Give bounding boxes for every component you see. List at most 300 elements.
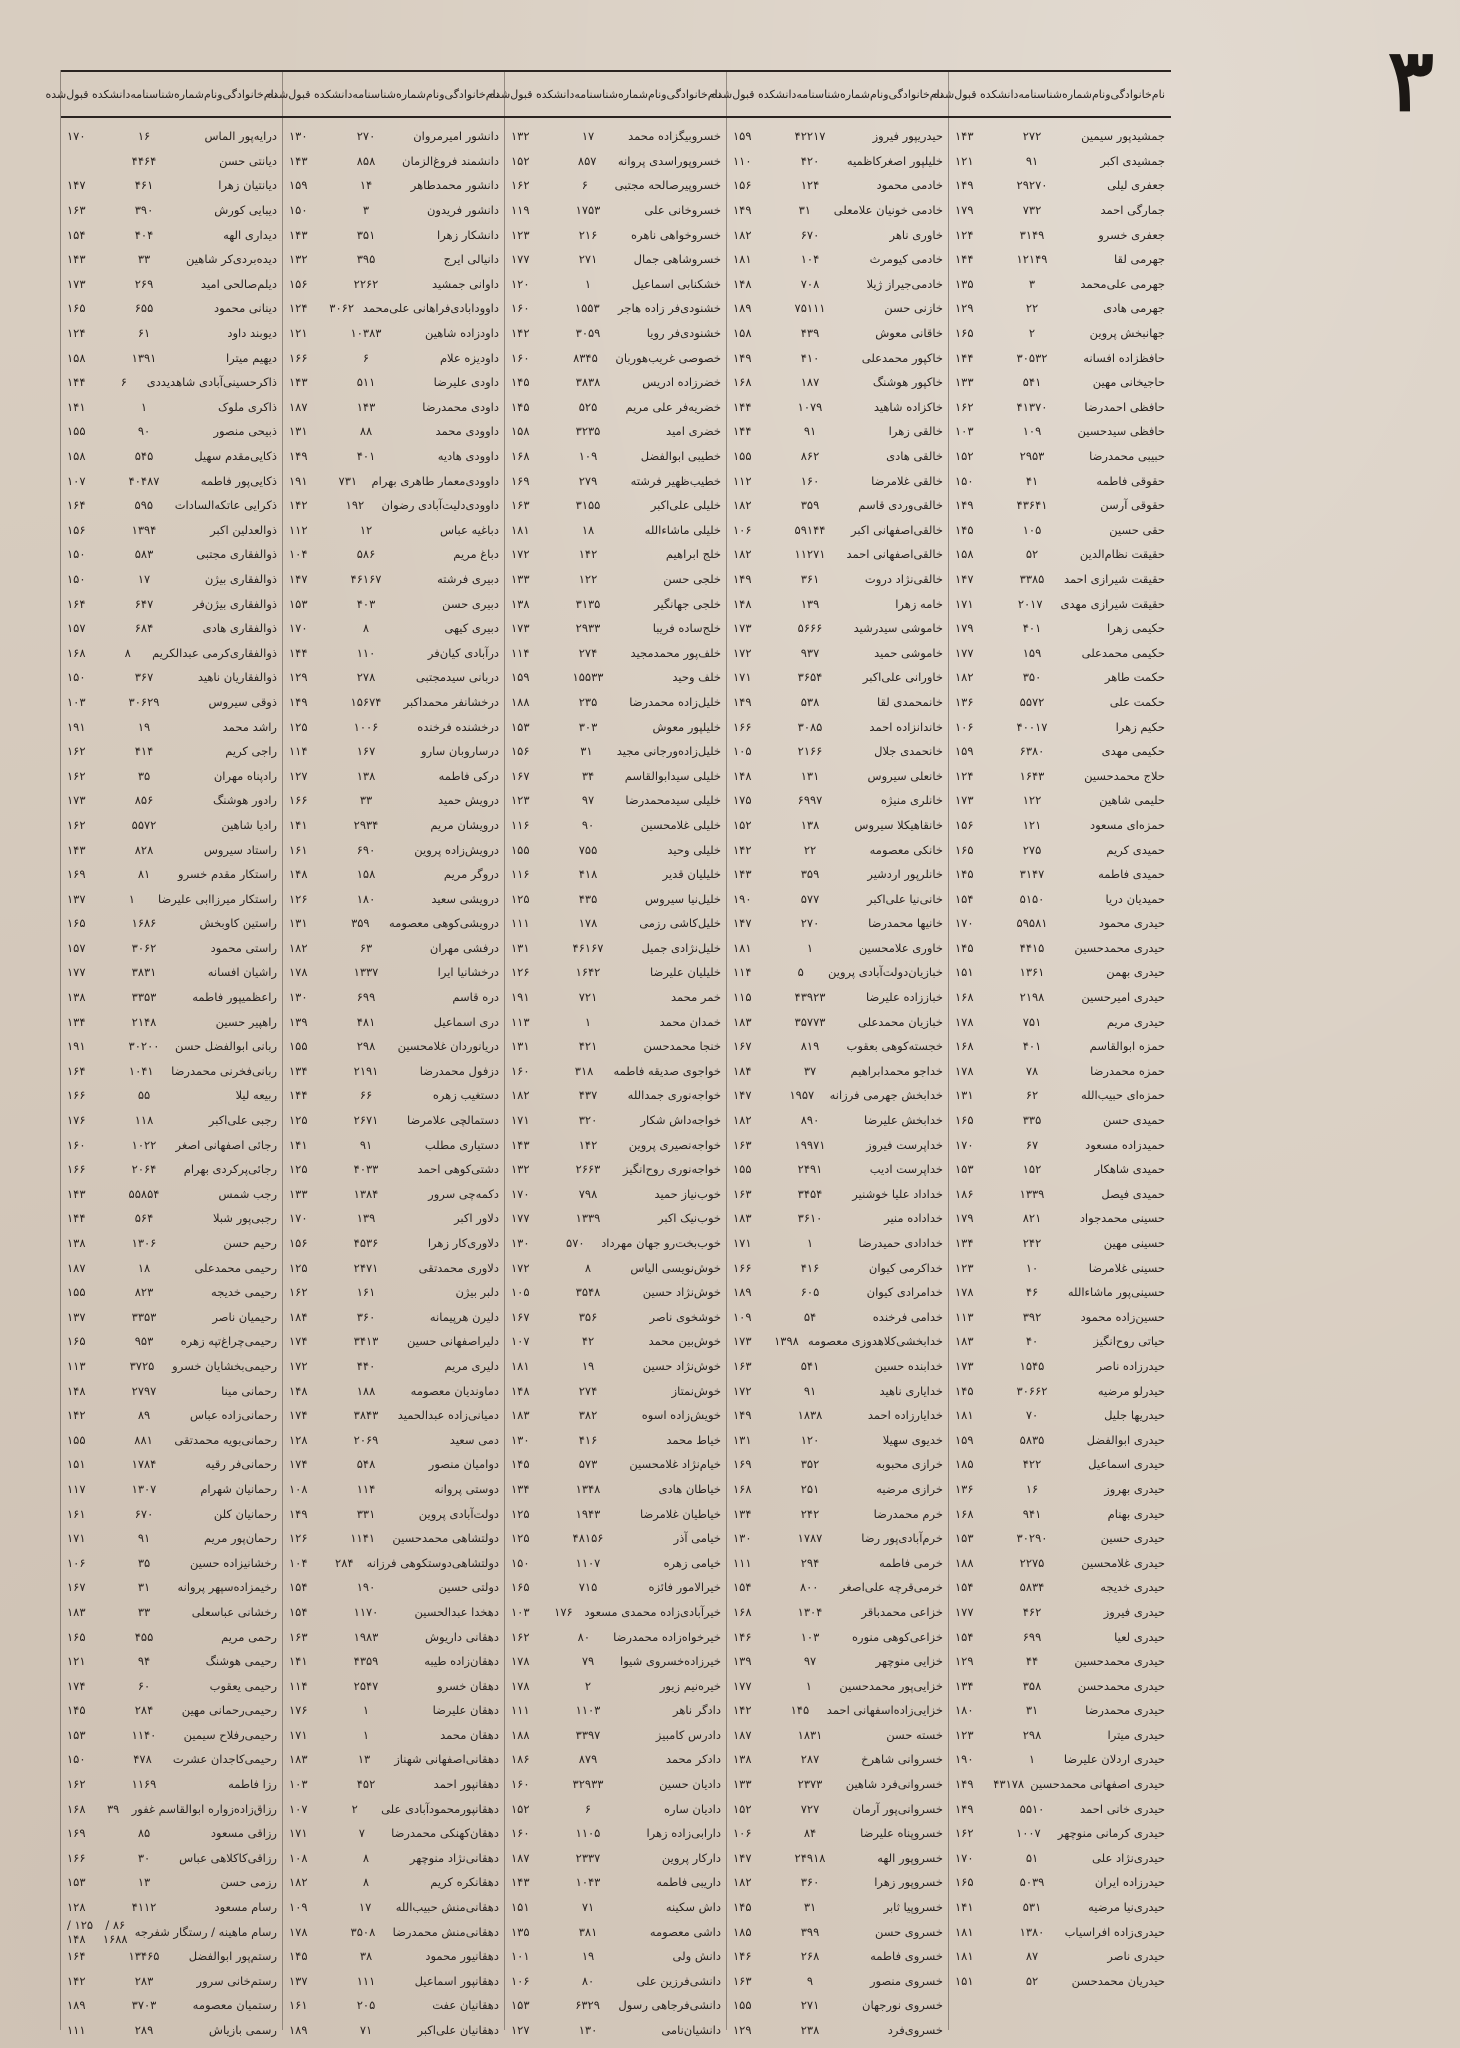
list-item xyxy=(949,321,1171,346)
id-number: ۲۷۱ xyxy=(800,1998,820,2013)
person-name: دلیراصفهانی حسین xyxy=(406,1334,499,1349)
faculty-code: ۱۶۶ xyxy=(733,1260,752,1275)
faculty-code: ۱۲۶ xyxy=(289,1531,308,1546)
person-name: خدامرادی کیوان xyxy=(866,1285,943,1300)
person-name: حیدری‌نژاد علی xyxy=(1092,1850,1165,1865)
list-item xyxy=(505,1034,727,1059)
faculty-code: ۱۳۶ xyxy=(955,1481,974,1496)
faculty-code: ۱۸۱ xyxy=(511,522,530,537)
list-item xyxy=(727,2018,949,2043)
list-item xyxy=(949,1846,1171,1871)
person-name: دستیاری مطلب xyxy=(424,1137,499,1152)
id-number: ۱۷ xyxy=(358,1900,372,1915)
id-number: ۵۸۳ xyxy=(134,547,154,562)
faculty-code: ۱۳۲ xyxy=(511,129,530,144)
id-number: ۲۹۲۷۰ xyxy=(1016,178,1048,193)
faculty-code: ۱۱۴ xyxy=(511,645,530,660)
person-name: خسروبیگزاده محمد xyxy=(628,129,721,144)
id-number: ۱۷۸ xyxy=(578,916,598,931)
id-number: ۱۴۲ xyxy=(578,547,598,562)
id-number: ۸۱ xyxy=(137,867,151,882)
id-number: ۴۳۹۲۳ xyxy=(794,990,826,1005)
list-item xyxy=(727,616,949,641)
person-name: رادور هوشنگ xyxy=(212,793,277,808)
person-name: خسروانی شاهرخ xyxy=(861,1752,943,1767)
list-item xyxy=(505,1231,727,1256)
person-name: خوش‌بین محمد xyxy=(648,1334,721,1349)
faculty-code: ۱۲۵ xyxy=(289,719,308,734)
person-name: خصوصی غریب‌هوربان xyxy=(615,350,721,365)
list-item xyxy=(505,714,727,739)
person-name: دهخدا عبدالحسین xyxy=(414,1604,499,1619)
person-name: خالقی غلامرضا xyxy=(871,473,943,488)
person-name: حمزه‌ای مسعود xyxy=(1089,817,1165,832)
id-number: ۲ xyxy=(1028,326,1036,341)
person-name: خوش‌نژاد حسین xyxy=(642,1285,721,1300)
person-name: خیرخواه‌زاده محمدرضا xyxy=(613,1629,721,1644)
id-number: ۷۱ xyxy=(581,1900,595,1915)
faculty-code: ۱۶۰ xyxy=(67,1137,86,1152)
id-number: ۵۲۵ xyxy=(578,399,598,414)
id-number: ۷۹ xyxy=(581,1654,595,1669)
person-name: خدیوی سهیلا xyxy=(882,1432,943,1447)
faculty-code: ۱۴۷ xyxy=(733,1850,752,1865)
id-number: ۴۴ xyxy=(1025,1654,1039,1669)
person-name: خلف‌پور محمدمجید xyxy=(630,645,721,660)
faculty-code: ۱۶۸ xyxy=(955,1039,974,1054)
faculty-code: ۱۳۲ xyxy=(289,252,308,267)
list-item xyxy=(61,395,283,420)
list-item xyxy=(61,345,283,370)
list-item xyxy=(505,640,727,665)
person-name: دلاور اکبر xyxy=(454,1211,499,1226)
person-name: خانعلی سیروس xyxy=(867,768,943,783)
id-number: ۵۹۱۴۴ xyxy=(794,522,826,537)
list-item xyxy=(61,1673,283,1698)
list-item xyxy=(727,1452,949,1477)
faculty-code: ۱۶۸ xyxy=(511,449,530,464)
list-item xyxy=(505,837,727,862)
faculty-code: ۱۰۶ xyxy=(733,522,752,537)
person-name: دستغیب زهره xyxy=(432,1088,499,1103)
faculty-code: ۱۴۴ xyxy=(67,375,86,390)
list-item xyxy=(283,1747,505,1772)
list-item xyxy=(505,1427,727,1452)
list-item xyxy=(505,1009,727,1034)
list-item xyxy=(61,222,283,247)
id-number: ۷ xyxy=(358,1826,365,1841)
faculty-code: ۱۷۱ xyxy=(733,1236,752,1251)
id-number: ۶۷ xyxy=(1025,1137,1039,1152)
person-name: رحمی مریم xyxy=(221,1629,277,1644)
list-item xyxy=(61,788,283,813)
person-name: دشتی‌کوهی احمد xyxy=(417,1162,499,1177)
id-number: ۲۲۷۵ xyxy=(1019,1555,1045,1570)
id-number: ۴۳۹ xyxy=(800,326,820,341)
faculty-header: دانشکده قبول‌شده xyxy=(489,87,575,101)
faculty-code: ۱۵۷ xyxy=(67,940,86,955)
faculty-code: ۱۶۲ xyxy=(67,817,86,832)
number-header: شماره‌شناسنامه xyxy=(796,87,870,101)
list-item xyxy=(505,1575,727,1600)
person-name: خلجی حسن xyxy=(663,571,721,586)
list-item xyxy=(727,1969,949,1994)
id-number: ۱ xyxy=(806,1236,814,1251)
faculty-code: ۱۵۳ xyxy=(511,719,530,734)
id-number: ۶۸۴ xyxy=(134,621,154,636)
id-number: ۲۳۵ xyxy=(578,694,598,709)
id-number: ۱۲۰ xyxy=(800,1432,820,1447)
faculty-code: ۱۲۴ xyxy=(955,768,974,783)
id-number: ۸۴ xyxy=(803,1826,817,1841)
list-item xyxy=(727,1354,949,1379)
faculty-code: ۱۶۵ xyxy=(67,1629,86,1644)
list-item xyxy=(949,1427,1171,1452)
list-item xyxy=(505,345,727,370)
id-number: ۷۹۸ xyxy=(578,1186,598,1201)
faculty-code: ۱۵۰ xyxy=(955,473,974,488)
person-name: حیدری اصفهانی محمدحسین xyxy=(1030,1777,1165,1792)
faculty-code: ۱۱۲ xyxy=(289,522,308,537)
id-number: ۳۵۴۸ xyxy=(575,1285,601,1300)
id-number: ۱۳۸ xyxy=(356,768,376,783)
id-number: ۴۰۱ xyxy=(1022,1039,1042,1054)
id-number: ۷۵۱ xyxy=(1022,1014,1042,1029)
list-item xyxy=(61,1526,283,1551)
faculty-code: ۱۰۶ xyxy=(67,1555,86,1570)
list-item xyxy=(61,690,283,715)
list-item xyxy=(61,665,283,690)
faculty-code: ۱۲۳ xyxy=(511,793,530,808)
person-name: جمارگی احمد xyxy=(1100,203,1165,218)
faculty-code: ۱۴۹ xyxy=(955,498,974,513)
faculty-code: ۱۶۵ xyxy=(955,326,974,341)
list-item xyxy=(949,1231,1171,1256)
person-name: خوش‌نمتاز xyxy=(671,1383,721,1398)
person-name: حیدری محمدرضا xyxy=(1085,1703,1165,1718)
id-number: ۱۹۰ xyxy=(356,1580,376,1595)
faculty-code: ۱۳۰ xyxy=(289,990,308,1005)
id-number: ۶ xyxy=(581,178,588,193)
list-item xyxy=(61,1255,283,1280)
faculty-code: ۱۷۸ xyxy=(511,1654,530,1669)
person-name: رسمی بازیاش xyxy=(208,2023,277,2038)
person-name: خیامی آذر xyxy=(673,1531,721,1546)
person-name: دادگر ناهر xyxy=(672,1703,721,1718)
id-number: ۱۴ xyxy=(359,178,373,193)
list-item xyxy=(949,1182,1171,1207)
person-name: خلف وحید xyxy=(672,670,721,685)
list-item xyxy=(61,1378,283,1403)
faculty-code: ۱۵۵ xyxy=(733,1998,752,2013)
id-number: ۱۹۹۷۱ xyxy=(794,1137,826,1152)
list-item xyxy=(283,1993,505,2018)
id-number: ۶۳۲۹ xyxy=(575,1998,600,2013)
faculty-code: ۱۵۳ xyxy=(511,1998,530,2013)
id-number: ۱۵۶۷۴ xyxy=(350,694,382,709)
list-item xyxy=(505,1206,727,1231)
person-name: دهقان‌زاده طیبه xyxy=(424,1654,499,1669)
faculty-code: ۱۷۳ xyxy=(67,793,86,808)
id-number: ۱۳۶۱ xyxy=(1019,965,1045,980)
id-number: ۱۰۹ xyxy=(1022,424,1042,439)
person-name: خانمحمدی لقا xyxy=(876,694,943,709)
person-name: خسروپور الهه xyxy=(877,1850,943,1865)
list-item xyxy=(283,468,505,493)
person-name: دیبایی کورش xyxy=(214,203,277,218)
list-item xyxy=(949,1821,1171,1846)
list-item xyxy=(949,1206,1171,1231)
faculty-code: ۱۵۴ xyxy=(67,227,86,242)
person-name: حیدری لعیا xyxy=(1114,1629,1165,1644)
person-name: رزا فاطمه xyxy=(228,1777,277,1792)
id-number: ۴۰۱ xyxy=(1022,621,1042,636)
list-item xyxy=(949,173,1171,198)
id-number: ۸۸۱ xyxy=(134,1432,153,1447)
faculty-code: ۱۷۲ xyxy=(511,547,530,562)
person-name: خیرآبادی‌زاده محمدی مسعود xyxy=(584,1604,721,1619)
id-number: ۴۵۲ xyxy=(356,1777,376,1792)
person-name: دهقانکره کریم xyxy=(430,1875,499,1890)
id-number: ۱۵۵۳۳ xyxy=(572,670,604,685)
faculty-code: ۱۴۹ xyxy=(289,1506,308,1521)
faculty-code: ۱۷۰ xyxy=(511,1186,530,1201)
id-number: ۴۰۱ xyxy=(356,449,376,464)
faculty-code: ۱۵۴ xyxy=(955,1629,974,1644)
id-number: ۲۴۹۱۸ xyxy=(794,1850,826,1865)
person-name: خامه زهرا xyxy=(895,596,943,611)
id-number: ۳۰۵۳۲ xyxy=(1016,350,1048,365)
faculty-code: ۱۳۷ xyxy=(289,1973,308,1988)
list-item xyxy=(283,690,505,715)
id-number: ۱۹۵۷ xyxy=(789,1088,815,1103)
faculty-code: ۱۶۲ xyxy=(67,744,86,759)
faculty-code: ۱۳۰ xyxy=(511,1236,530,1251)
list-item xyxy=(949,345,1171,370)
list-item xyxy=(61,1698,283,1723)
name-column-2 xyxy=(711,70,949,2038)
person-name: دانیالی ایرج xyxy=(443,252,499,267)
faculty-code: ۱۸۲ xyxy=(511,1088,530,1103)
faculty-code: ۱۶۰ xyxy=(511,1826,530,1841)
list-item xyxy=(283,862,505,887)
id-number: ۶۲ xyxy=(1025,1088,1039,1103)
faculty-code: ۱۸۲ xyxy=(733,1113,752,1128)
id-number: ۴۴۶۴ xyxy=(131,153,157,168)
list-item xyxy=(61,1575,283,1600)
person-name: حمیدیان دریا xyxy=(1105,891,1165,906)
faculty-code: ۱۶۲ xyxy=(289,1285,308,1300)
id-number: ۸۶ / ۱۶۸۸ xyxy=(102,1917,128,1946)
id-number: ۴۶۱۶۷ xyxy=(572,940,604,955)
id-number: ۳۲۳۵ xyxy=(575,424,601,439)
list-item xyxy=(61,419,283,444)
person-name: خواجه‌نصیری پروین xyxy=(628,1137,721,1152)
list-item xyxy=(505,1108,727,1133)
id-number: ۵۵ xyxy=(137,1088,151,1103)
id-number: ۳۰ xyxy=(137,1850,151,1865)
faculty-code: ۱۳۱ xyxy=(955,1088,974,1103)
id-number: ۴۵۳۶ xyxy=(353,1236,379,1251)
person-name: ذوالفقاری بیژن xyxy=(204,571,277,586)
id-number: ۱ xyxy=(140,399,148,414)
id-number: ۲۷۲ xyxy=(1022,129,1042,144)
person-name: خلیلی وحید xyxy=(667,842,721,857)
faculty-code: ۱۶۲ xyxy=(67,768,86,783)
faculty-code: ۱۴۵ xyxy=(67,1703,86,1718)
list-item xyxy=(727,985,949,1010)
person-name: خنجا محمدحسن xyxy=(643,1039,721,1054)
list-item xyxy=(949,985,1171,1010)
person-name: خشکنابی اسماعیل xyxy=(631,276,721,291)
id-number: ۲۱۴۸ xyxy=(131,1014,157,1029)
id-number: ۱۸۰ xyxy=(356,891,376,906)
list-item xyxy=(505,1501,727,1526)
faculty-code: ۱۸۷ xyxy=(733,1727,752,1742)
id-number: ۱۳۸۰ xyxy=(1019,1924,1045,1939)
id-number: ۱۱۲۷۱ xyxy=(794,547,826,562)
list-item xyxy=(283,1182,505,1207)
faculty-code: ۱۷۳ xyxy=(955,793,974,808)
list-item xyxy=(505,1550,727,1575)
list-item xyxy=(61,739,283,764)
person-name: خضری امید xyxy=(666,424,721,439)
person-name: رحیمی‌چراغ‌تپه زهره xyxy=(180,1334,277,1349)
faculty-code: ۱۶۷ xyxy=(67,1580,86,1595)
id-number: ۶۵۵ xyxy=(134,301,154,316)
person-name: خضریه‌فر علی مریم xyxy=(625,399,721,414)
faculty-code: ۱۸۶ xyxy=(511,1752,530,1767)
person-name: دوستی پروانه xyxy=(434,1481,499,1496)
faculty-code: ۱۸۹ xyxy=(289,2023,308,2038)
faculty-code: ۱۶۳ xyxy=(733,1186,752,1201)
id-number: ۲۷۵ xyxy=(1022,842,1042,857)
faculty-code: ۱۸۸ xyxy=(511,694,530,709)
list-item xyxy=(949,1108,1171,1133)
person-name: حیدری محمدحسن xyxy=(1077,1678,1165,1693)
list-item xyxy=(505,1378,727,1403)
person-name: ذوقی سیروس xyxy=(208,694,277,709)
faculty-code: ۱۳۲ xyxy=(511,1162,530,1177)
list-item xyxy=(283,1132,505,1157)
person-name: دبیری فرشته xyxy=(437,571,499,586)
faculty-code: ۱۸۲ xyxy=(733,227,752,242)
faculty-code: ۱۵۴ xyxy=(955,891,974,906)
id-number: ۲۰۶۴ xyxy=(131,1162,157,1177)
list-item xyxy=(727,1157,949,1182)
list-item xyxy=(61,370,283,395)
id-number: ۱۰۰۶ xyxy=(353,719,379,734)
id-number: ۹۳۷ xyxy=(800,645,820,660)
faculty-code: ۱۲۳ xyxy=(955,1727,974,1742)
list-item xyxy=(505,1157,727,1182)
id-number: ۳۱۵۵ xyxy=(575,498,601,513)
id-number: ۳۸۲ xyxy=(578,1408,598,1423)
person-name: رستم‌خانی سرور xyxy=(196,1973,277,1988)
faculty-code: ۱۲۹ xyxy=(289,670,308,685)
faculty-code: ۱۵۴ xyxy=(733,1580,752,1595)
faculty-code: ۱۴۸ xyxy=(733,768,752,783)
id-number: ۳۷۲۵ xyxy=(129,1358,155,1373)
person-name: راعظمیپور فاطمه xyxy=(192,990,277,1005)
list-item xyxy=(283,1919,505,1944)
person-name: دانشی‌فرجاهی رسول xyxy=(618,1998,721,2013)
list-item xyxy=(61,1649,283,1674)
list-item xyxy=(505,1624,727,1649)
list-item xyxy=(505,370,727,395)
id-number: ۳۸ xyxy=(359,1949,373,1964)
column-header xyxy=(45,70,283,118)
person-name: خسروی نورجهان xyxy=(862,1998,943,2013)
column-header xyxy=(933,70,1171,118)
list-item xyxy=(505,1919,727,1944)
list-item xyxy=(949,1305,1171,1330)
faculty-code: ۱۴۹ xyxy=(955,1777,974,1792)
list-item xyxy=(283,1969,505,1994)
list-item xyxy=(949,739,1171,764)
list-item xyxy=(505,1255,727,1280)
person-name: داشی معصومه xyxy=(649,1924,721,1939)
id-number: ۱۰۷۹ xyxy=(797,399,823,414)
person-name: حیدری بهروز xyxy=(1104,1481,1165,1496)
id-number: ۱۰۲۲ xyxy=(131,1137,157,1152)
faculty-header: دانشکده قبول‌شده xyxy=(933,87,1019,101)
person-name: دادرس کامبیز xyxy=(655,1727,721,1742)
faculty-code: ۱۸۸ xyxy=(511,1727,530,1742)
id-number: ۱۵۴۵ xyxy=(1019,1358,1045,1373)
faculty-header: دانشکده قبول‌شده xyxy=(711,87,797,101)
faculty-code: ۱۷۱ xyxy=(733,670,752,685)
faculty-code: ۱۸۷ xyxy=(289,399,308,414)
person-name: حقیقت شیرازی مهدی xyxy=(1060,596,1165,611)
list-item xyxy=(283,1255,505,1280)
faculty-code: ۱۴۵ xyxy=(955,1383,974,1398)
faculty-code: ۱۴۵ xyxy=(955,867,974,882)
list-item xyxy=(61,1919,283,1944)
id-number: ۱۹۴۳ xyxy=(575,1506,601,1521)
faculty-code: ۱۴۳ xyxy=(733,867,752,882)
id-number: ۳۷ xyxy=(803,1063,817,1078)
person-name: خواجه‌نوری جمدالله xyxy=(627,1088,721,1103)
person-name: حیدری مریم xyxy=(1106,1014,1165,1029)
person-name: خمدان محمد xyxy=(659,1014,721,1029)
id-number: ۶ xyxy=(584,1801,592,1816)
faculty-code: ۱۰۸ xyxy=(289,1481,308,1496)
person-name: حیدری حسین xyxy=(1100,1531,1165,1546)
id-number: ۸۰۰ xyxy=(799,1580,819,1595)
name-column-1 xyxy=(933,70,1171,2030)
person-name: دهقانپور اسماعیل xyxy=(414,1973,499,1988)
row-list xyxy=(505,118,727,2042)
person-name: خانی‌نیا علی‌اکبر xyxy=(867,891,943,906)
list-item xyxy=(727,272,949,297)
id-number: ۵۴۵ xyxy=(134,449,154,464)
faculty-code: ۱۶۵ xyxy=(955,1113,974,1128)
person-name: دانشمند فروغ‌الزمان xyxy=(402,153,499,168)
person-name: دباغ مریم xyxy=(453,547,499,562)
faculty-code: ۱۶۳ xyxy=(733,1358,752,1373)
list-item xyxy=(61,1969,283,1994)
id-number: ۵۳۱ xyxy=(1022,1900,1042,1915)
faculty-code: ۱۶۸ xyxy=(67,1801,86,1816)
id-number: ۲۹۸ xyxy=(1022,1727,1042,1742)
person-name: حقیقت نظام‌الدین xyxy=(1079,547,1165,562)
faculty-code: ۱۲۹ xyxy=(733,2023,752,2038)
id-number: ۱۰۳۸۳ xyxy=(350,326,382,341)
number-header: شماره‌شناسنامه xyxy=(574,87,648,101)
list-item xyxy=(283,1821,505,1846)
person-name: جعفری لیلی xyxy=(1107,178,1165,193)
